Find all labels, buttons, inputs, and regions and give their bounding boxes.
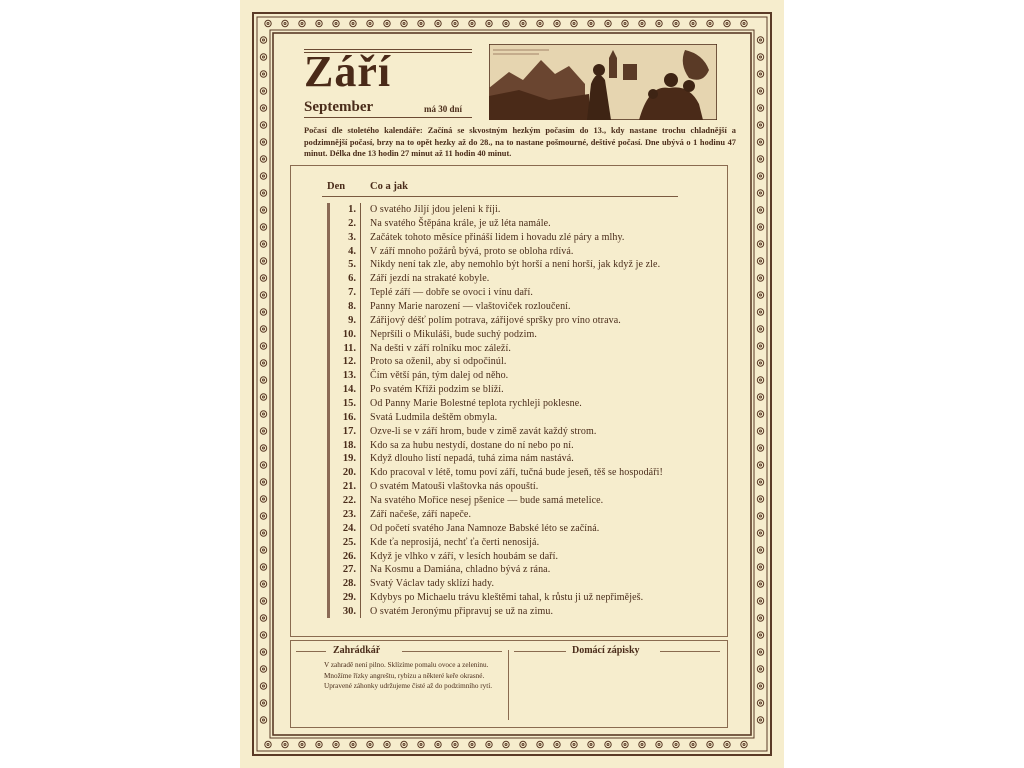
table-row [240, 591, 784, 604]
border-ornament [571, 741, 577, 747]
day-number: 9. [348, 314, 356, 326]
border-ornament [260, 122, 266, 128]
border-ornament [760, 192, 762, 194]
border-ornament [743, 744, 745, 746]
table-row [240, 550, 784, 563]
border-ornament [673, 20, 679, 26]
border-ornament [554, 741, 560, 747]
proverb-text: Kdo sa za hubu nestydí, dostane do ní nebo po ní. [370, 439, 574, 451]
border-ornament [260, 88, 266, 94]
table-row [240, 439, 784, 452]
day-number: 1. [348, 204, 356, 215]
table-row [240, 258, 784, 271]
border-ornament [607, 23, 609, 25]
border-ornament [692, 744, 694, 746]
border-ornament [352, 23, 354, 25]
border-ornament [437, 744, 439, 746]
border-ornament [265, 20, 271, 26]
border-ornament [675, 23, 677, 25]
border-ornament [486, 741, 492, 747]
day-number: 3. [348, 231, 356, 243]
notes-rule-left [514, 651, 566, 652]
column-header-text: Co a jak [370, 181, 408, 192]
border-ornament [588, 741, 594, 747]
subtitle-rule [304, 117, 472, 118]
border-ornament [369, 744, 371, 746]
table-row [240, 397, 784, 410]
border-ornament [692, 23, 694, 25]
border-ornament [556, 744, 558, 746]
border-ornament [386, 744, 388, 746]
border-ornament [757, 683, 763, 689]
border-ornament [556, 23, 558, 25]
border-ornament [757, 649, 763, 655]
border-ornament [420, 744, 422, 746]
border-ornament [571, 20, 577, 26]
border-ornament [437, 23, 439, 25]
border-ornament [690, 741, 696, 747]
day-number: 11. [343, 342, 356, 354]
border-ornament [263, 192, 265, 194]
proverb-text: Na Kosmu a Damiána, chladno bývá z rána. [370, 564, 551, 576]
border-ornament [639, 741, 645, 747]
border-ornament [588, 20, 594, 26]
border-ornament [260, 632, 266, 638]
border-ornament [760, 668, 762, 670]
border-ornament [263, 73, 265, 75]
proverb-text: Teplé září — dobře se ovoci i vínu daří. [370, 287, 533, 299]
border-ornament [263, 158, 265, 160]
border-ornament [726, 23, 728, 25]
border-ornament [335, 744, 337, 746]
border-ornament [757, 632, 763, 638]
border-ornament [454, 23, 456, 25]
border-ornament [486, 20, 492, 26]
border-ornament [539, 23, 541, 25]
day-number: 7. [348, 287, 356, 299]
border-ornament [757, 700, 763, 706]
day-number: 10. [342, 328, 356, 340]
border-ornament [263, 634, 265, 636]
calendar-page [240, 0, 784, 768]
day-number: 28. [342, 578, 356, 590]
border-ornament [590, 744, 592, 746]
table-row [240, 411, 784, 424]
border-ornament [260, 173, 266, 179]
border-ornament [757, 717, 763, 723]
border-ornament [282, 741, 288, 747]
woodcut-illustration [489, 44, 717, 120]
proverb-text: O svatém Matouši vlaštovka nás opouští. [370, 481, 539, 493]
border-ornament [352, 744, 354, 746]
border-ornament [760, 90, 762, 92]
border-ornament [760, 141, 762, 143]
border-ornament [760, 702, 762, 704]
table-row [240, 452, 784, 465]
border-ornament [263, 39, 265, 41]
border-ornament [263, 175, 265, 177]
border-ornament [760, 685, 762, 687]
days-count: má 30 dní [424, 104, 463, 114]
proverb-text: Od početí svatého Jana Namnoze Babské léto se začíná. [370, 522, 600, 534]
gardener-text: V zahradě není pilno. Sklízíme pomalu ovoce a zeleninu. Množíme řízky angreštu, rybízu a některé keře okrasné. Upravené záhonky udržujeme čisté až do podzimního rytí. [324, 661, 493, 690]
border-ornament [760, 124, 762, 126]
border-ornament [401, 741, 407, 747]
day-number: 2. [348, 217, 356, 229]
table-row [240, 355, 784, 368]
border-ornament [369, 23, 371, 25]
table-row [240, 494, 784, 507]
border-ornament [622, 20, 628, 26]
border-ornament [760, 158, 762, 160]
day-number: 22. [342, 495, 356, 507]
table-row [240, 203, 784, 216]
border-ornament [260, 666, 266, 672]
border-ornament [403, 744, 405, 746]
border-ornament [726, 744, 728, 746]
page-subtitle: September [304, 99, 374, 115]
border-ornament [333, 741, 339, 747]
column-header-day: Den [327, 181, 346, 192]
border-ornament [401, 20, 407, 26]
border-ornament [260, 139, 266, 145]
border-ornament [263, 651, 265, 653]
border-ornament [265, 741, 271, 747]
table-row [240, 522, 784, 535]
border-ornament [260, 156, 266, 162]
border-ornament [658, 744, 660, 746]
border-ornament [260, 105, 266, 111]
border-ornament [539, 744, 541, 746]
footer-divider [508, 650, 509, 720]
border-ornament [641, 744, 643, 746]
table-row [240, 231, 784, 244]
border-ornament [760, 634, 762, 636]
border-ornament [741, 20, 747, 26]
border-ornament [418, 20, 424, 26]
day-number: 19. [342, 453, 356, 465]
day-number: 16. [342, 411, 356, 423]
border-ornament [284, 23, 286, 25]
border-ornament [335, 23, 337, 25]
border-ornament [607, 744, 609, 746]
border-ornament [757, 105, 763, 111]
border-ornament [260, 717, 266, 723]
border-ornament [435, 20, 441, 26]
border-ornament [537, 741, 543, 747]
border-ornament [757, 190, 763, 196]
proverb-text: Na dešti v září rolníku moc záleží. [370, 342, 511, 354]
proverb-text: Kde ťa neprosijá, nechť ťa čerti nenosijá. [370, 536, 540, 548]
border-ornament [260, 649, 266, 655]
border-ornament [573, 744, 575, 746]
border-ornament [757, 666, 763, 672]
notes-title: Domácí zápisky [568, 645, 644, 656]
border-ornament [263, 702, 265, 704]
proverb-text: Na svatého Štěpána krále, je už léta namále. [370, 217, 551, 229]
border-ornament [318, 744, 320, 746]
proverb-text: Od Panny Marie Bolestné teplota rychleji poklesne. [370, 398, 582, 410]
border-ornament [267, 744, 269, 746]
proverb-text: Nikdy není tak zle, aby nemohlo být horší a není horší, jak když je zle. [370, 259, 661, 271]
table-row [240, 300, 784, 313]
border-ornament [641, 23, 643, 25]
proverb-text: Září načeše, září napeče. [370, 508, 472, 520]
table-row [240, 217, 784, 230]
table-row [240, 328, 784, 341]
proverb-text: Proto sa oženil, aby si odpočinúl. [370, 356, 507, 368]
border-ornament [452, 741, 458, 747]
border-ornament [639, 20, 645, 26]
border-ornament [757, 122, 763, 128]
proverb-text: Po svatém Kříži podzim se blíží. [370, 384, 504, 396]
border-ornament [263, 56, 265, 58]
day-number: 26. [342, 550, 356, 562]
border-ornament [263, 107, 265, 109]
table-row [240, 272, 784, 285]
table-row [240, 369, 784, 382]
day-number: 30. [342, 605, 356, 617]
day-number: 21. [342, 481, 356, 493]
border-ornament [367, 20, 373, 26]
border-ornament [350, 741, 356, 747]
border-ornament [709, 23, 711, 25]
day-number: 15. [342, 398, 356, 410]
proverb-text: Nepršíli o Mikuláši, bude suchý podzim. [370, 328, 537, 340]
border-ornament [622, 741, 628, 747]
proverb-text: Čím větší pán, tým dalej od něho. [370, 370, 509, 382]
notes-rule-right [660, 651, 720, 652]
border-ornament [454, 744, 456, 746]
day-number: 8. [348, 301, 356, 313]
table-row [240, 563, 784, 576]
border-ornament [741, 741, 747, 747]
border-ornament [520, 741, 526, 747]
border-ornament [263, 141, 265, 143]
border-ornament [690, 20, 696, 26]
gardener-rule-left [296, 651, 326, 652]
border-ornament [403, 23, 405, 25]
border-ornament [757, 139, 763, 145]
day-number: 5. [348, 259, 356, 271]
border-ornament [658, 23, 660, 25]
border-ornament [282, 20, 288, 26]
border-ornament [350, 20, 356, 26]
border-ornament [267, 23, 269, 25]
proverb-text: Na svatého Mořice nesej pšenice — bude samá metelice. [370, 495, 604, 507]
border-ornament [656, 20, 662, 26]
day-number: 24. [342, 522, 356, 534]
day-number: 4. [348, 245, 356, 257]
proverb-text: Září jezdí na strakaté kobyle. [370, 273, 490, 285]
table-row [240, 314, 784, 327]
border-ornament [301, 23, 303, 25]
day-number: 6. [348, 273, 356, 285]
table-row [240, 480, 784, 493]
border-ornament [605, 741, 611, 747]
proverb-text: Kdo pracoval v létě, tomu poví září, tučná bude jeseň, těš se hospodáři! [370, 467, 663, 479]
border-ornament [743, 23, 745, 25]
border-ornament [624, 23, 626, 25]
border-ornament [522, 23, 524, 25]
proverb-text: Když dlouho listí nepadá, tuhá zima nám nastává. [370, 453, 574, 465]
border-ornament [333, 20, 339, 26]
border-ornament [624, 744, 626, 746]
border-ornament [724, 741, 730, 747]
day-number: 23. [342, 508, 356, 520]
proverb-text: Kdybys po Michaelu trávu kleštěmi tahal, k růstu ji už nepřiměješ. [370, 592, 644, 604]
border-ornament [469, 741, 475, 747]
proverb-text: V září mnoho požárů bývá, proto se obloha rdívá. [370, 245, 574, 257]
border-ornament [367, 741, 373, 747]
table-row [240, 342, 784, 355]
table-row [240, 245, 784, 258]
border-ornament [263, 668, 265, 670]
day-number: 14. [342, 384, 356, 396]
border-ornament [505, 23, 507, 25]
border-ornament [675, 744, 677, 746]
proverb-text: Když je vlhko v září, v lesích houbám se daří. [370, 550, 559, 562]
border-ornament [503, 20, 509, 26]
table-row [240, 536, 784, 549]
border-ornament [503, 741, 509, 747]
border-ornament [760, 73, 762, 75]
page-title: Září [304, 47, 392, 96]
table-row [240, 577, 784, 590]
border-ornament [263, 685, 265, 687]
border-ornament [284, 744, 286, 746]
border-ornament [263, 719, 265, 721]
border-ornament [757, 156, 763, 162]
border-ornament [673, 741, 679, 747]
border-ornament [318, 23, 320, 25]
day-number: 27. [342, 564, 356, 576]
proverb-text: O svatém Jeronýmu připravuj se už na zimu. [370, 605, 554, 617]
border-ornament [554, 20, 560, 26]
border-ornament [471, 744, 473, 746]
border-ornament [260, 700, 266, 706]
table-row [240, 508, 784, 521]
day-number: 29. [342, 592, 356, 604]
border-ornament [452, 20, 458, 26]
border-ornament [263, 124, 265, 126]
border-ornament [316, 20, 322, 26]
day-number: 25. [342, 536, 356, 548]
border-ornament [760, 651, 762, 653]
border-ornament [757, 88, 763, 94]
border-ornament [505, 744, 507, 746]
proverb-text: Začátek tohoto měsíce přináší lidem i hovadu zlé páry a mlhy. [370, 231, 625, 243]
border-ornament [488, 744, 490, 746]
border-ornament [435, 741, 441, 747]
proverb-text: O svatého Jiljí jdou jeleni k říji. [370, 204, 501, 215]
border-ornament [760, 175, 762, 177]
border-ornament [760, 719, 762, 721]
border-ornament [760, 107, 762, 109]
border-ornament [760, 39, 762, 41]
border-ornament [301, 744, 303, 746]
border-ornament [656, 741, 662, 747]
border-ornament [757, 71, 763, 77]
proverb-text: Panny Marie narození — vlaštoviček rozloučení. [370, 301, 571, 313]
border-ornament [757, 54, 763, 60]
border-ornament [590, 23, 592, 25]
day-number: 18. [342, 439, 356, 451]
table-row [240, 383, 784, 396]
border-ornament [260, 71, 266, 77]
border-ornament [520, 20, 526, 26]
table-row [240, 605, 784, 618]
day-number: 13. [342, 370, 356, 382]
border-ornament [263, 90, 265, 92]
border-ornament [469, 20, 475, 26]
border-ornament [757, 37, 763, 43]
border-ornament [488, 23, 490, 25]
border-ornament [260, 37, 266, 43]
border-ornament [605, 20, 611, 26]
proverb-text: Zářijový déšť polím potrava, zářijové spršky pro víno otrava. [370, 314, 621, 326]
border-ornament [386, 23, 388, 25]
border-ornament [260, 683, 266, 689]
border-ornament [707, 741, 713, 747]
border-ornament [522, 744, 524, 746]
border-ornament [260, 54, 266, 60]
border-ornament [260, 190, 266, 196]
border-ornament [384, 741, 390, 747]
border-ornament [471, 23, 473, 25]
border-ornament [709, 744, 711, 746]
border-ornament [299, 741, 305, 747]
day-number: 17. [342, 425, 356, 437]
day-number: 20. [342, 467, 356, 479]
table-row [240, 425, 784, 438]
border-ornament [420, 23, 422, 25]
gardener-rule-right [402, 651, 502, 652]
proverb-text: Ozve-li se v září hrom, bude v zimě zavát každý strom. [370, 425, 597, 437]
border-ornament [757, 173, 763, 179]
intro-text: Počasí dle stoletého kalendáře: Začíná se skvostným hezkým počasím do 13., kdy nastane trochu chladnější a podzimnější počasí, brzy na to opět hezky až do 28., na to nastane pošmourné, deštivé počasí. Dne ubývá o 1 hodinu 47 minut. Délka dne 13 hodin 27 minut až 11 hodin 40 minut. [304, 126, 736, 158]
day-number: 12. [342, 356, 356, 368]
proverb-text: Svatá Ludmila deštěm obmyla. [370, 411, 498, 423]
proverb-text: Svatý Václav tady sklízí hady. [370, 578, 495, 590]
header-rule [322, 196, 678, 197]
border-ornament [707, 20, 713, 26]
table-row [240, 286, 784, 299]
border-ornament [384, 20, 390, 26]
border-ornament [299, 20, 305, 26]
border-ornament [418, 741, 424, 747]
border-ornament [760, 56, 762, 58]
border-ornament [316, 741, 322, 747]
border-ornament [537, 20, 543, 26]
border-ornament [573, 23, 575, 25]
table-row [240, 466, 784, 479]
gardener-title: Zahrádkář [329, 645, 384, 656]
border-ornament [724, 20, 730, 26]
